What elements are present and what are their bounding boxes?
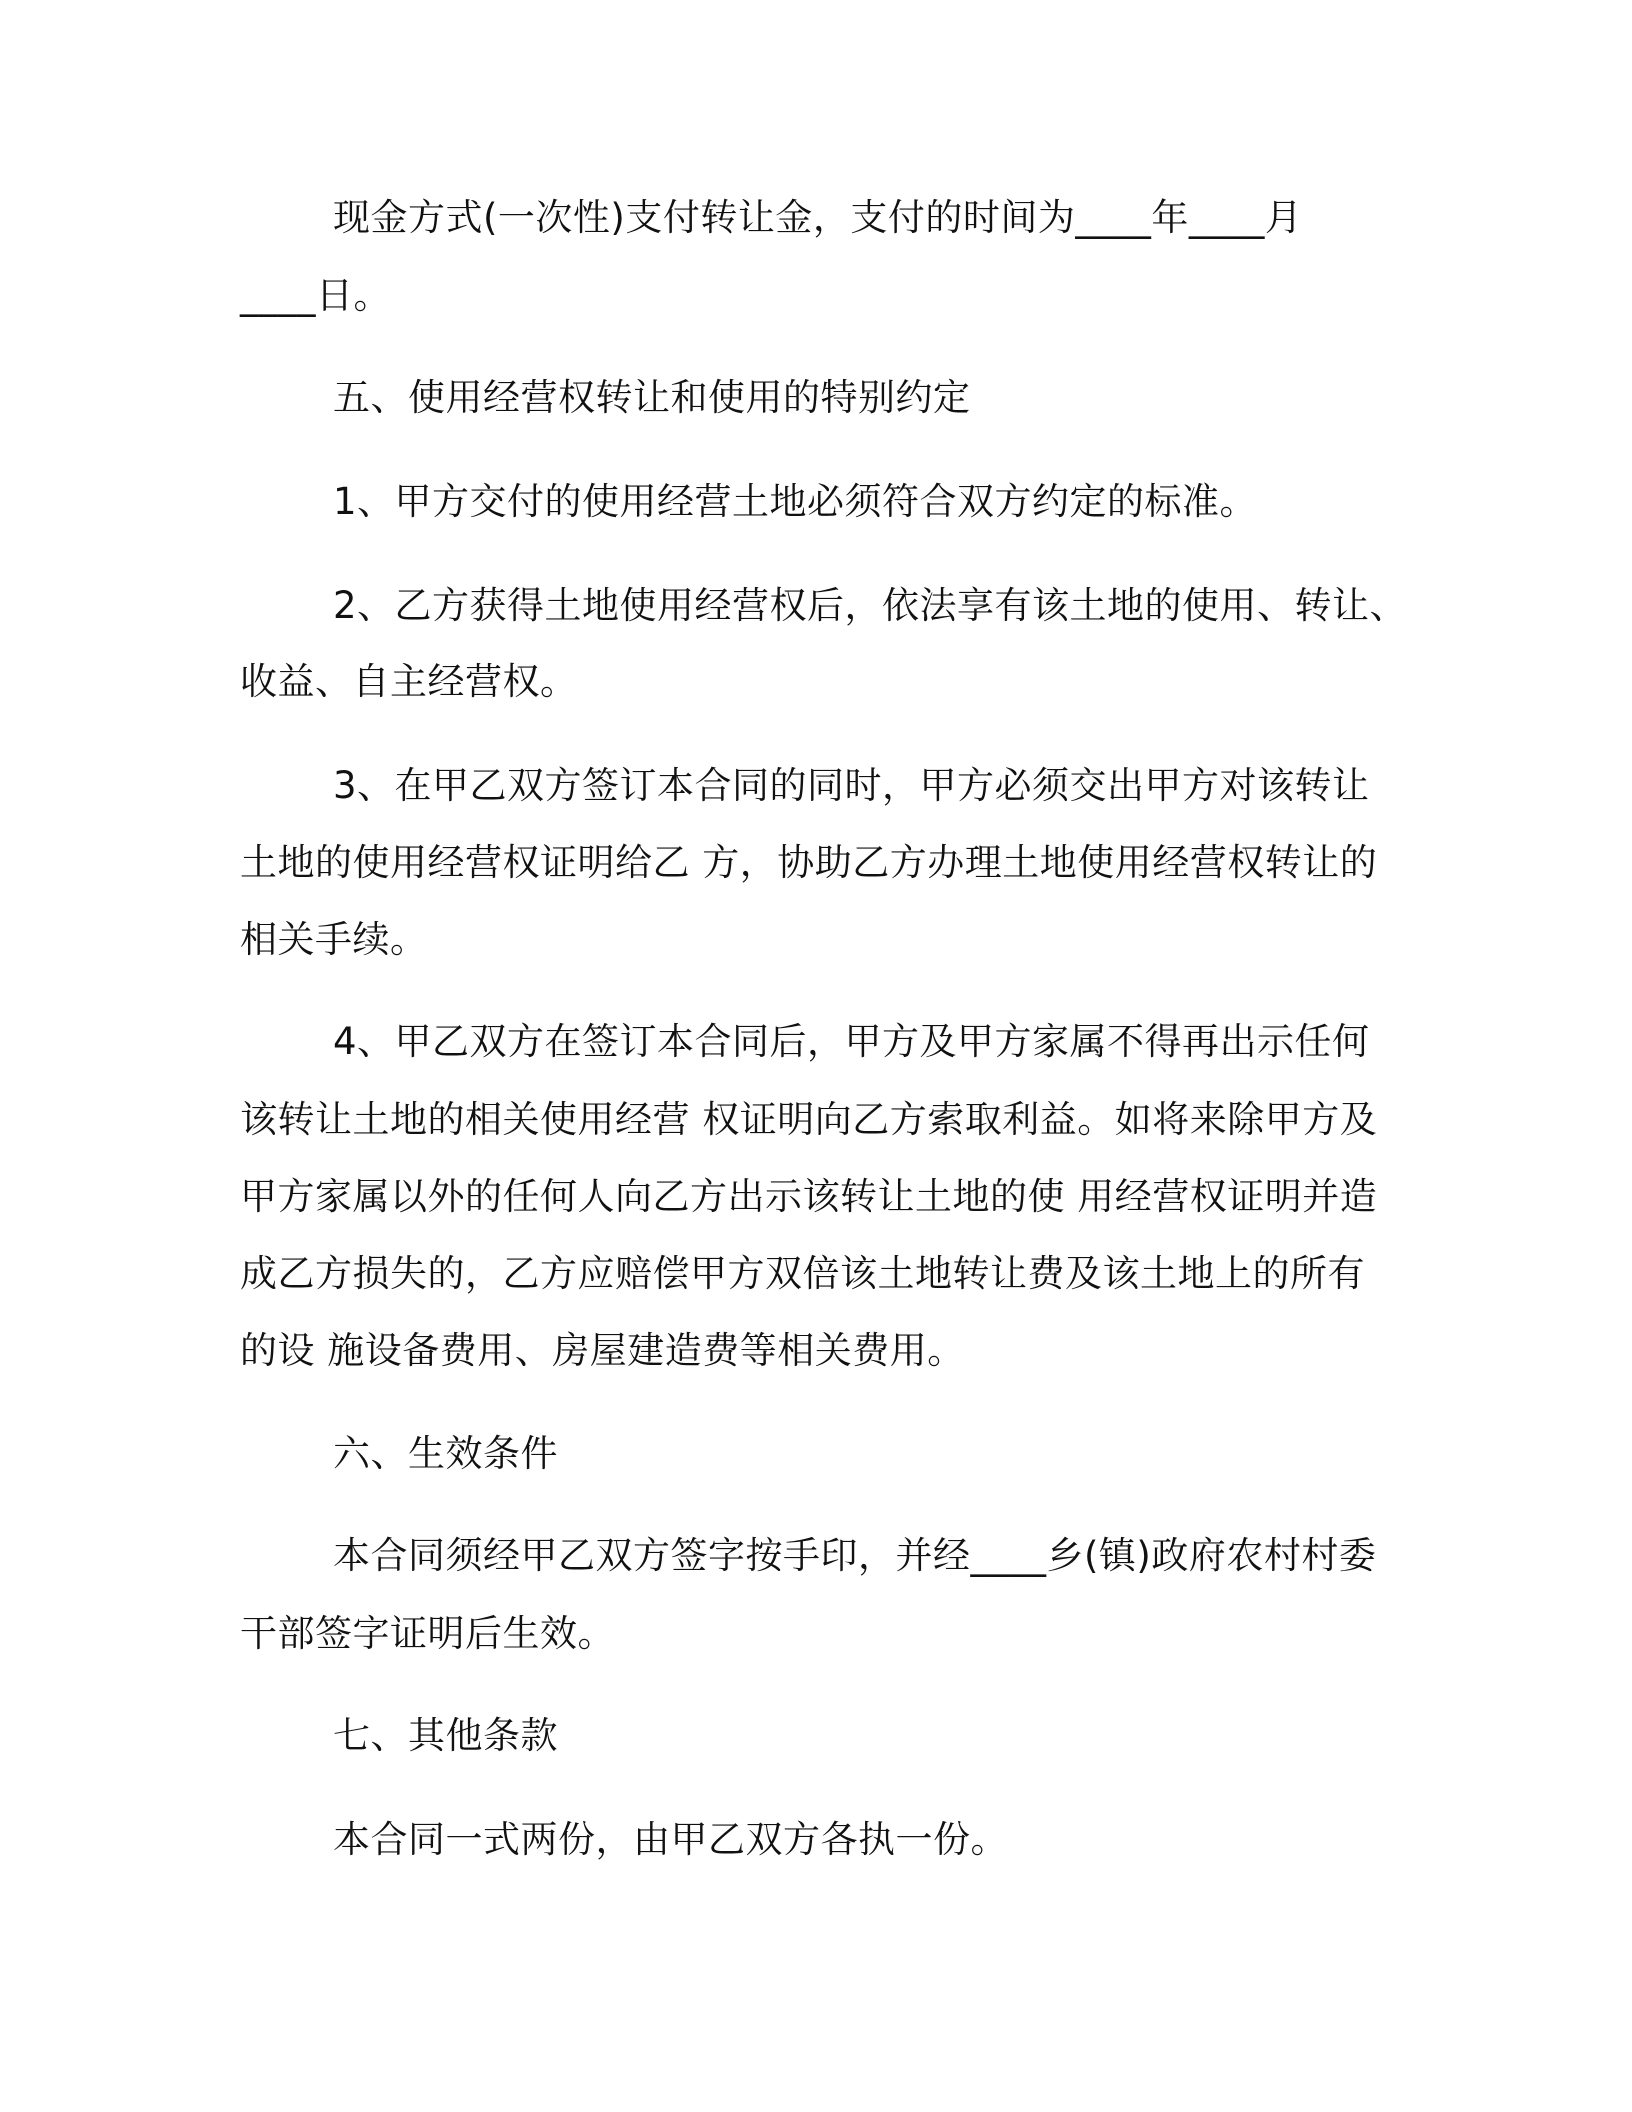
clause-3-line-2: 土地的使用经营权证明给乙 方，协助乙方办理土地使用经营权转让的 (240, 841, 1378, 884)
section-7-heading: 七、其他条款 (333, 1714, 558, 1757)
clause-3-line-3: 相关手续。 (240, 918, 428, 961)
clause-2-line-2: 收益、自主经营权。 (240, 660, 578, 703)
section-6-heading: 六、生效条件 (333, 1432, 558, 1475)
clause-1-line-1: 1、甲方交付的使用经营土地必须符合双方约定的标准。 (333, 480, 1258, 523)
section-5-heading: 五、使用经营权转让和使用的特别约定 (333, 376, 971, 419)
clause-4-line-5: 的设 施设备费用、房屋建造费等相关费用。 (240, 1329, 965, 1372)
payment-time-line-2: ____日。 (240, 274, 391, 317)
clause-4-line-3: 甲方家属以外的任何人向乙方出示该转让土地的使 用经营权证明并造 (240, 1175, 1378, 1218)
clause-2-line-1: 2、乙方获得土地使用经营权后，依法享有该土地的使用、转让、 (333, 584, 1408, 627)
effective-condition-line-1: 本合同须经甲乙双方签字按手印，并经____乡(镇)政府农村村委 (333, 1534, 1377, 1577)
clause-3-line-1: 3、在甲乙双方签订本合同的同时，甲方必须交出甲方对该转让 (333, 764, 1370, 807)
effective-condition-line-2: 干部签字证明后生效。 (240, 1612, 615, 1655)
clause-4-line-1: 4、甲乙双方在签订本合同后，甲方及甲方家属不得再出示任何 (333, 1020, 1370, 1063)
other-terms-line-1: 本合同一式两份，由甲乙双方各执一份。 (333, 1818, 1008, 1861)
clause-4-line-2: 该转让土地的相关使用经营 权证明向乙方索取利益。如将来除甲方及 (240, 1098, 1378, 1141)
clause-4-line-4: 成乙方损失的，乙方应赔偿甲方双倍该土地转让费及该土地上的所有 (240, 1252, 1365, 1295)
payment-time-line-1: 现金方式(一次性)支付转让金，支付的时间为____年____月 (333, 196, 1303, 239)
